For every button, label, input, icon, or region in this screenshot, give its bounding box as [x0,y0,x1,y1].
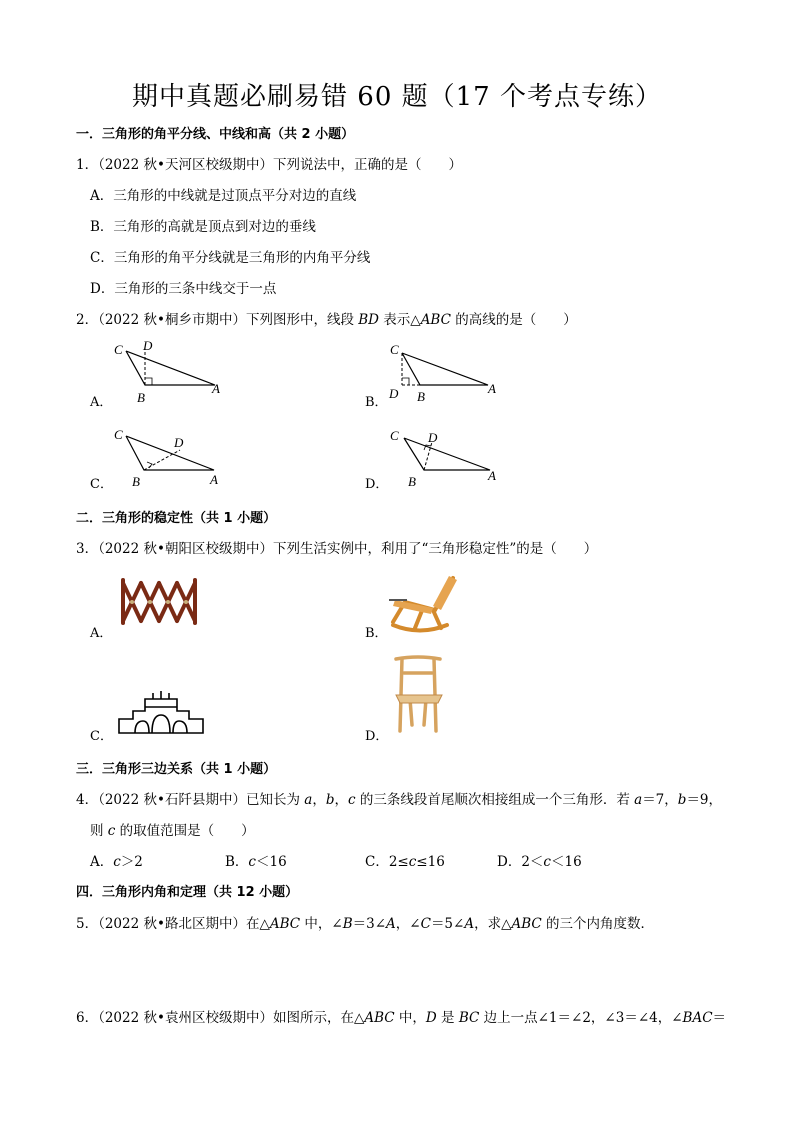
svg-text:D: D [389,386,399,401]
triangle-figure-b [380,335,520,405]
svg-text:D: D [174,435,184,450]
lattice-fence-image [115,575,205,630]
question-3-option-d-label[interactable]: D． [365,729,389,744]
wooden-chair-image [390,653,450,735]
triangle-figure-a [100,335,240,405]
question-4-option-a[interactable]: A．c＞2 [90,854,143,870]
svg-text:B: B [132,474,140,489]
svg-text:B: B [417,389,425,404]
question-4-stem-line-2: 则 c 的取值范围是（ ） [90,823,255,839]
svg-text:A: A [488,468,496,483]
svg-text:C: C [390,428,399,443]
svg-text:C: C [114,342,123,357]
question-5-stem: 5．（2022 秋•路北区期中）在△ABC 中，∠B＝3∠A，∠C＝5∠A，求△ABC 的三个内角度数． [76,916,655,932]
question-2-stem: 2．（2022 秋•桐乡市期中）下列图形中，线段 BD 表示△ABC 的高线的是（ ） [76,312,577,328]
section-heading-3: 三．三角形三边关系（共 1 小题） [76,762,277,777]
question-2-option-d-label[interactable]: D． [365,477,389,492]
question-6-stem: 6．（2022 秋•袁州区校级期中）如图所示，在△ABC 中，D 是 BC 边上一点∠1＝∠2，∠3＝∠4，∠BAC＝ [76,1010,727,1026]
triangle-figure-c [100,420,240,492]
section-heading-4: 四．三角形内角和定理（共 12 小题） [76,885,299,900]
page-title: 期中真题必刷易错 60 题（17 个考点专练） [132,82,662,112]
arch-bridge-image [115,685,207,737]
question-3-option-b-label[interactable]: B． [365,626,388,641]
svg-text:A: A [212,381,220,396]
svg-text:A: A [210,472,218,487]
reclining-chair-image [385,570,465,635]
question-1-option-b[interactable]: B．三角形的高就是顶点到对边的垂线 [90,219,316,235]
question-3-option-c-label[interactable]: C． [90,729,113,744]
question-4-option-d[interactable]: D．2＜c＜16 [497,854,582,870]
section-heading-1: 一．三角形的角平分线、中线和高（共 2 小题） [76,127,355,142]
question-3-stem: 3．（2022 秋•朝阳区校级期中）下列生活实例中，利用了“三角形稳定性”的是（ ） [76,541,598,557]
svg-text:C: C [390,342,399,357]
svg-text:D: D [428,430,438,445]
svg-text:B: B [137,390,145,405]
question-4-stem-line-1: 4．（2022 秋•石阡县期中）已知长为 a，b，c 的三条线段首尾顺次相接组成一个三角形．若 a＝7，b＝9， [76,792,723,808]
svg-text:B: B [408,474,416,489]
question-1-option-c[interactable]: C．三角形的角平分线就是三角形的内角平分线 [90,250,371,266]
question-2-option-c-label[interactable]: C． [90,477,113,492]
svg-text:A: A [488,381,496,396]
question-1-option-a[interactable]: A．三角形的中线就是过顶点平分对边的直线 [90,188,357,204]
question-1-stem: 1．（2022 秋•天河区校级期中）下列说法中，正确的是（ ） [76,157,462,173]
question-2-option-b-label[interactable]: B． [365,395,388,410]
question-3-option-a-label[interactable]: A． [90,626,113,641]
svg-text:C: C [114,427,123,442]
question-4-option-b[interactable]: B．c＜16 [225,854,287,870]
triangle-figure-d [380,420,520,492]
svg-text:D: D [143,338,153,353]
section-heading-2: 二．三角形的稳定性（共 1 小题） [76,511,277,526]
question-4-option-c[interactable]: C．2≤c≤16 [365,854,445,870]
question-1-option-d[interactable]: D．三角形的三条中线交于一点 [90,281,277,297]
question-2-option-a-label[interactable]: A． [90,395,113,410]
